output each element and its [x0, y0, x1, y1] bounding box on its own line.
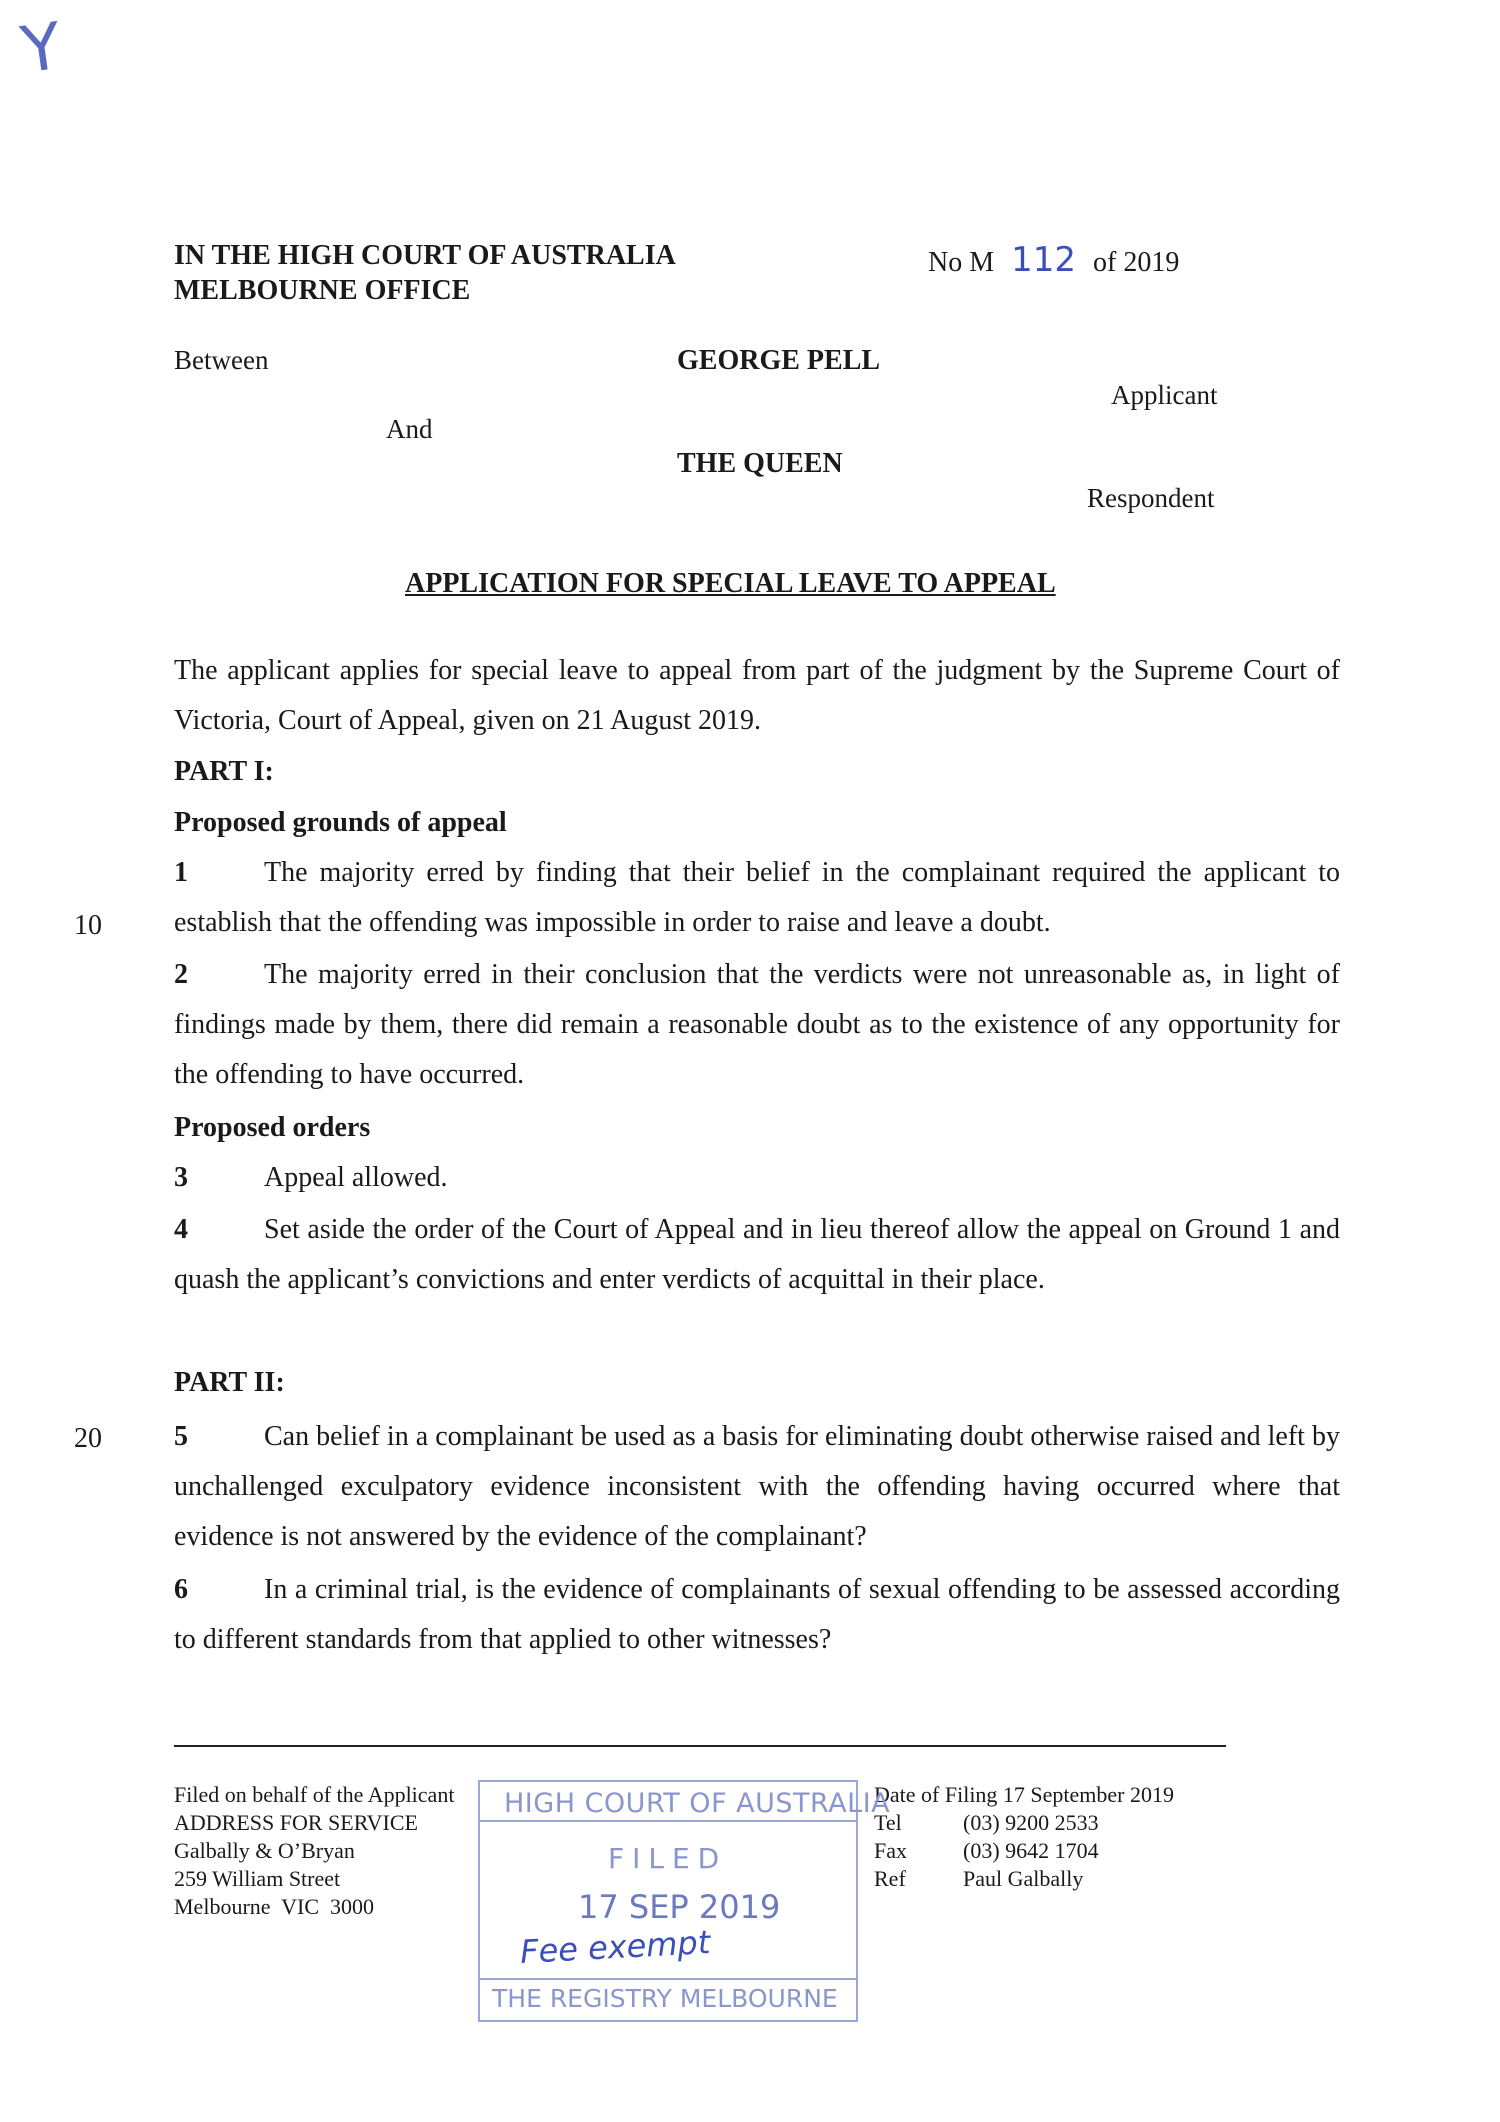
- stamp-divider-top: [480, 1820, 856, 1822]
- firm-name: Galbally & O’Bryan: [174, 1838, 355, 1863]
- order-4-number: 4: [174, 1214, 188, 1245]
- ground-1-text: The majority erred by finding that their belief in the complainant required the applicant to establish that the offending was impossible in order to raise and leave a doubt.: [174, 857, 1340, 938]
- tel-label: Tel: [874, 1810, 902, 1835]
- question-5: [174, 1412, 1340, 1562]
- city-address: Melbourne VIC 3000: [174, 1894, 375, 1919]
- respondent-name: THE QUEEN: [677, 448, 843, 479]
- part-2-heading: PART II:: [174, 1367, 285, 1398]
- order-4: [174, 1205, 1340, 1305]
- part-1-heading: PART I:: [174, 756, 274, 787]
- fax-number: (03) 9642 1704: [963, 1838, 1099, 1863]
- order-3-number: 3: [174, 1162, 188, 1193]
- stamp-status: FILED: [608, 1842, 728, 1875]
- case-prefix: No M: [928, 247, 995, 278]
- stamp-court: HIGH COURT OF AUSTRALIA: [504, 1788, 891, 1819]
- fax-label: Fax: [874, 1838, 907, 1863]
- orders-heading: Proposed orders: [174, 1112, 371, 1143]
- grounds-heading: Proposed grounds of appeal: [174, 807, 507, 838]
- margin-handwritten-mark: Y: [17, 9, 67, 89]
- registry-office: MELBOURNE OFFICE: [174, 275, 471, 306]
- and-label: And: [386, 414, 433, 444]
- question-6-text: In a criminal trial, is the evidence of complainants of sexual offending to be assessed according to different standards from that applied to other witnesses?: [174, 1574, 1340, 1655]
- ground-2: [174, 950, 1340, 1100]
- question-5-number: 5: [174, 1421, 188, 1452]
- date-of-filing: Date of Filing 17 September 2019: [874, 1782, 1175, 1807]
- question-6-number: 6: [174, 1574, 188, 1605]
- document-title: APPLICATION FOR SPECIAL LEAVE TO APPEAL: [405, 568, 1056, 599]
- ground-1-number: 1: [174, 857, 188, 888]
- stamp-divider-bottom: [480, 1978, 856, 1980]
- tel-number: (03) 9200 2533: [963, 1810, 1099, 1835]
- stamp-date: 17 SEP 2019: [578, 1888, 781, 1926]
- intro-paragraph: The applicant applies for special leave to appeal from part of the judgment by the Supreme Court of Victoria, Court of Appeal, given on 21 August 2019.: [174, 655, 1340, 736]
- question-5-text: Can belief in a complainant be used as a basis for eliminating doubt otherwise raised and left by unchallenged exculpatory evidence inconsistent with the offending having occurred where that evidence is not answered by the evidence of the complainant?: [174, 1421, 1340, 1552]
- applicant-name: GEORGE PELL: [677, 345, 881, 376]
- case-suffix: of 2019: [1093, 247, 1180, 278]
- street-address: 259 William Street: [174, 1866, 341, 1891]
- stamp-handwritten-note: Fee exempt: [519, 1923, 712, 1971]
- question-6: [174, 1565, 1340, 1665]
- case-number-handwritten: 112: [1011, 240, 1077, 280]
- case-number-label: [928, 240, 1179, 280]
- ref-label: Ref: [874, 1866, 906, 1891]
- filed-on-behalf: Filed on behalf of the Applicant: [174, 1782, 455, 1807]
- line-number-10: 10: [74, 910, 102, 941]
- stamp-registry: THE REGISTRY MELBOURNE: [492, 1984, 838, 2013]
- court-name: IN THE HIGH COURT OF AUSTRALIA: [174, 240, 676, 271]
- between-label: Between: [174, 345, 269, 375]
- order-4-text: Set aside the order of the Court of Appeal and in lieu thereof allow the appeal on Ground 1 and quash the applicant’s convictions and enter verdicts of acquittal in their place.: [174, 1214, 1340, 1295]
- ground-1: [174, 848, 1340, 948]
- ground-2-number: 2: [174, 959, 188, 990]
- address-for-service-label: ADDRESS FOR SERVICE: [174, 1810, 418, 1835]
- line-number-20: 20: [74, 1423, 102, 1454]
- order-3-text: Appeal allowed.: [264, 1162, 448, 1193]
- order-3: [174, 1153, 1340, 1203]
- respondent-role: Respondent: [1087, 483, 1215, 513]
- applicant-role: Applicant: [1111, 380, 1218, 410]
- footer-divider: [174, 1745, 1226, 1747]
- ref-name: Paul Galbally: [963, 1866, 1084, 1891]
- ground-2-text: The majority erred in their conclusion that the verdicts were not unreasonable as, in light of findings made by them, there did remain a reasonable doubt as to the existence of any opportunity for the offending to have occurred.: [174, 959, 1340, 1090]
